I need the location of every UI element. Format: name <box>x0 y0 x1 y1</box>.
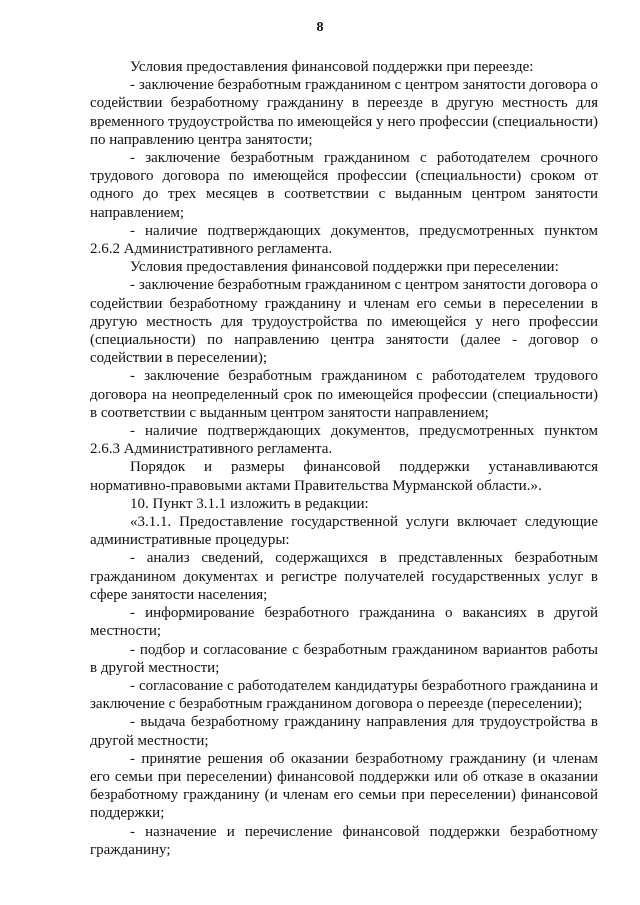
page-number: 8 <box>316 20 324 35</box>
paragraph-procedure-1: - анализ сведений, содержащихся в представленных безработным гражданином документах и регистре получателей государственных услуг в сфере занятости населения; <box>90 550 598 603</box>
paragraph-procedure-4: - согласование с работодателем кандидатуры безработного гражданина и заключение с безработным гражданином договора о переезде (переселении); <box>90 677 598 713</box>
paragraph-clause-3-1-1: «3.1.1. Предоставление государственной услуги включает следующие административные процедуры: <box>90 514 598 549</box>
paragraph-relocation-conditions-heading: Условия предоставления финансовой поддержки при переезде: <box>130 59 534 75</box>
paragraph-resettlement-conditions-heading: Условия предоставления финансовой поддержки при переселении: <box>130 259 559 276</box>
paragraph-relocation-condition-1: - заключение безработным гражданином с центром занятости договора о содействии безработному гражданину в переезде в другую местность для временного трудоустройства по имеющейся у него профессии (специальности) по направлению центра занятости; <box>90 77 598 148</box>
paragraph-item-10: 10. Пункт 3.1.1 изложить в редакции: <box>130 495 369 512</box>
paragraph-resettlement-condition-2: - заключение безработным гражданином с работодателем трудового договора на неопределенный срок по имеющейся профессии (специальности) в соответствии с выданным центром занятости направлением; <box>90 368 598 421</box>
paragraph-procedure-5: - выдача безработному гражданину направления для трудоустройства в другой местности; <box>90 714 598 749</box>
paragraph-procedure-2: - информирование безработного гражданина о вакансиях в другой местности; <box>90 605 598 640</box>
paragraph-resettlement-condition-3: - наличие подтверждающих документов, предусмотренных пунктом 2.6.3 Административного регламента. <box>90 423 598 458</box>
paragraph-procedure-3: - подбор и согласование с безработным гражданином вариантов работы в другой местности; <box>90 641 598 676</box>
paragraph-resettlement-condition-1: - заключение безработным гражданином с центром занятости договора о содействии безработному гражданину и членам его семьи в переселении в другую местность для трудоустройства по имеющейся у него профессии (специальности) по направлению центра занятости (далее - договор о содействии в переселении); <box>90 277 598 367</box>
paragraph-relocation-condition-3: - наличие подтверждающих документов, предусмотренных пунктом 2.6.2 Административного регламента. <box>90 222 598 258</box>
paragraph-support-procedure: Порядок и размеры финансовой поддержки устанавливаются нормативно-правовыми актами Правительства Мурманской области.». <box>90 459 598 494</box>
document-body <box>90 58 598 859</box>
paragraph-procedure-6: - принятие решения об оказании безработному гражданину (и членам его семьи при переселении) финансовой поддержки или об отказе в оказании безработному гражданину (и членам его семьи при переселении) финансовой поддержки; <box>90 750 598 822</box>
paragraph-procedure-7: - назначение и перечисление финансовой поддержки безработному гражданину; <box>90 823 598 858</box>
paragraph-relocation-condition-2: - заключение безработным гражданином с работодателем срочного трудового договора по имеющейся профессии (специальности) сроком от одного до трех месяцев в соответствии с выданным центром занятости направлением; <box>90 150 598 221</box>
